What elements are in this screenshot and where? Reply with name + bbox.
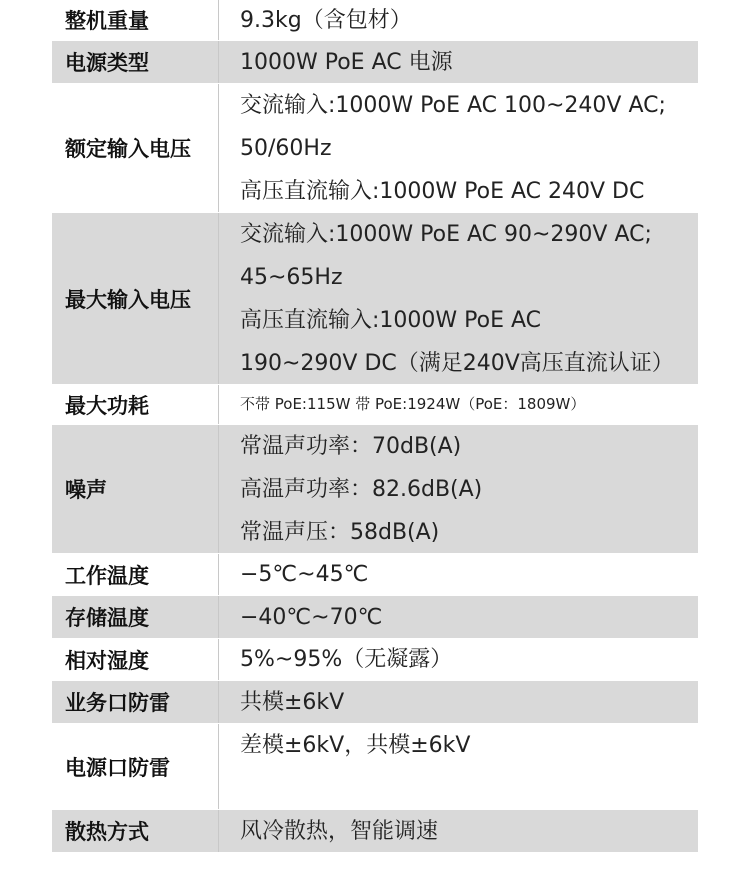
- spec-value-line: 9.3kg（含包材）: [240, 7, 412, 33]
- spec-value-line: 高温声功率：82.6dB(A): [240, 477, 483, 502]
- spec-value-line: 1000W PoE AC 电源: [240, 49, 453, 75]
- spec-value: [219, 84, 698, 212]
- spec-value: [219, 810, 698, 852]
- spec-value-line: 常温声功率：70dB(A): [240, 434, 462, 459]
- spec-label: 电源口防雷: [52, 724, 219, 809]
- spec-label: 整机重量: [52, 0, 219, 40]
- spec-value-line: −40℃~70℃: [240, 604, 383, 630]
- spec-row-service-port-surge: [52, 681, 698, 724]
- spec-value: [219, 0, 698, 40]
- spec-value-line: 交流输入:1000W PoE AC 90~290V AC;: [240, 222, 652, 247]
- spec-row-power-port-surge: [52, 724, 698, 810]
- spec-value: [219, 425, 698, 553]
- spec-value-line: 交流输入:1000W PoE AC 100~240V AC;: [240, 93, 666, 118]
- spec-value-line: −5℃~45℃: [240, 562, 369, 587]
- spec-value-line: 45~65Hz: [240, 265, 343, 290]
- spec-row-max-input-voltage: [52, 213, 698, 385]
- spec-row-humidity: [52, 639, 698, 681]
- spec-label: 工作温度: [52, 554, 219, 595]
- spec-value-line: 190~290V DC（满足240V高压直流认证）: [240, 351, 674, 376]
- spec-value: [219, 596, 698, 638]
- spec-value: [219, 681, 698, 723]
- spec-row-max-power: [52, 385, 698, 425]
- spec-label: 存储温度: [52, 596, 219, 638]
- spec-value-line: 共模±6kV: [240, 689, 345, 715]
- spec-label: 业务口防雷: [52, 681, 219, 723]
- spec-value-line: 常温声压：58dB(A): [240, 520, 440, 545]
- spec-value-line: 50/60Hz: [240, 136, 332, 161]
- spec-row-rated-input-voltage: [52, 84, 698, 213]
- spec-label: 散热方式: [52, 810, 219, 852]
- spec-row-cooling: [52, 810, 698, 853]
- spec-label: 相对湿度: [52, 639, 219, 680]
- spec-row-storage-temp: [52, 596, 698, 639]
- spec-label: 最大功耗: [52, 385, 219, 424]
- spec-value: [219, 41, 698, 83]
- spec-label: 最大输入电压: [52, 213, 219, 384]
- spec-label: 额定输入电压: [52, 84, 219, 212]
- spec-label: 电源类型: [52, 41, 219, 83]
- spec-row-noise: [52, 425, 698, 554]
- spec-row-operating-temp: [52, 554, 698, 596]
- spec-table: [52, 0, 698, 853]
- spec-value: [219, 213, 698, 384]
- spec-row-power-type: [52, 41, 698, 84]
- spec-value-line: 高压直流输入:1000W PoE AC: [240, 308, 542, 333]
- spec-label: 噪声: [52, 425, 219, 553]
- spec-value-line: 5%~95%（无凝露）: [240, 647, 453, 672]
- spec-value: [219, 639, 698, 680]
- spec-value: [219, 385, 698, 424]
- spec-value-line: 差模±6kV，共模±6kV: [240, 733, 471, 758]
- spec-value: [219, 554, 698, 595]
- spec-value: [219, 724, 698, 809]
- spec-value-line: 风冷散热，智能调速: [240, 818, 439, 844]
- spec-row-weight: [52, 0, 698, 41]
- spec-value-line: 不带 PoE:115W 带 PoE:1924W（PoE：1809W）: [240, 395, 586, 413]
- spec-value-line: 高压直流输入:1000W PoE AC 240V DC: [240, 179, 645, 204]
